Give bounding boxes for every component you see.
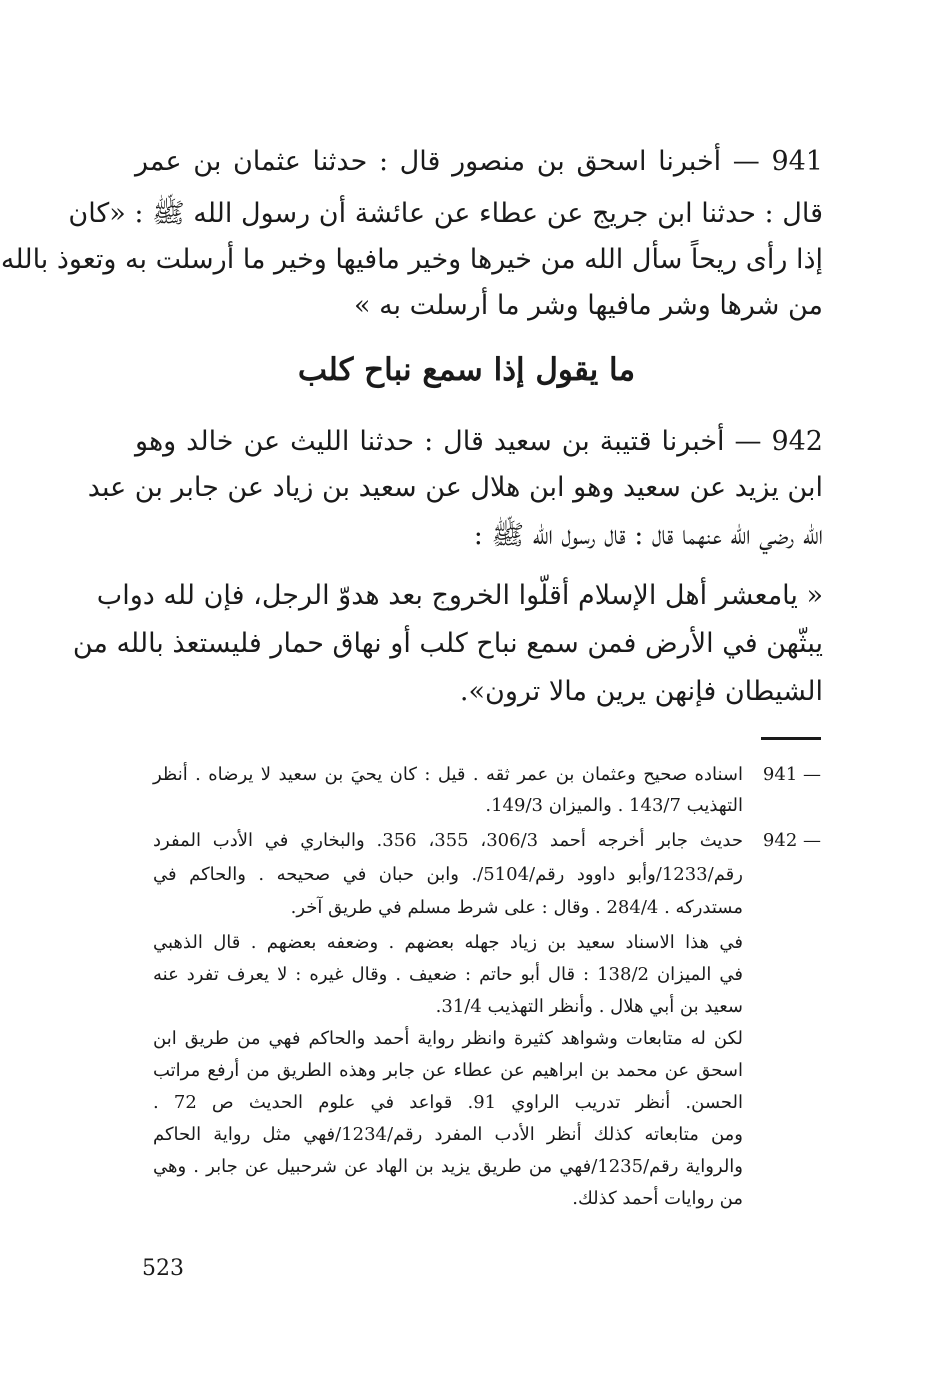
hadith-942-line-2: ابن يزيد عن سعيد وهو ابن هلال عن سعيد بن زياد عن جابر بن عبد [87,472,823,503]
hadith-942-quote-line-2: يبثّهن في الأرض فمن سمع نباح كلب أو نهاق حمار فليستعذ بالله من [72,628,823,659]
footnote-941-number: 941 — [762,764,821,785]
hadith-941-line-4: من شرها وشر مافيها وشر ما أرسلت به » [353,290,823,321]
hadith-941-line-1: 941 — أخبرنا اسحق بن منصور قال : حدثنا عثمان بن عمر [135,146,823,177]
footnote-942-number: 942 — [762,830,821,851]
page-number: 523 [142,1256,184,1281]
footnote-extra-line-2: اسحق عن محمد بن ابراهيم عن عطاء عن جابر وهذه الطريق من أرفع مراتب [153,1060,743,1081]
hadith-942-line-3: الله رضي الله عنهما قال : قال رسول الله ﷺ : [473,520,823,551]
hadith-942-line-1: 942 — أخبرنا قتيبة بن سعيد قال : حدثنا الليث عن خالد وهو [135,426,823,457]
section-heading: ما يقول إذا سمع نباح كلب [297,352,636,388]
footnote-941-line-1: اسناده صحيح وعثمان بن عمر ثقه . قيل : كان يحيَ بن سعيد لا يرضاه . أنظر [153,764,743,785]
footnote-note-line-1: في هذا الاسناد سعيد بن زياد جهله بعضهم . وضعفه بعضهم . قال الذهبي [153,932,743,953]
hadith-942-quote-line-3: الشيطان فإنهن يرين مالا ترون». [459,676,823,707]
hadith-941-line-2: قال : حدثنا ابن جريج عن عطاء عن عائشة أن رسول الله ﷺ : «كان [68,198,823,229]
footnote-note-line-3: سعيد بن أبي هلال . وأنظر التهذيب 31/4. [435,996,743,1017]
hadith-941-line-3: إذا رأى ريحاً سأل الله من خيرها وخير مافيها وخير ما أرسلت به وتعوذ بالله [0,244,823,275]
footnote-942-line-3: مستدركه . 284/4 . وقال : على شرط مسلم في طريق آخر. [290,897,743,918]
footnote-extra-line-4: ومن متابعاته كذلك أنظر الأدب المفرد رقم/1234/فهي مثل رواية الحاكم [153,1124,744,1145]
footnote-extra-line-3: الحسن. أنظر تدريب الراوي 91. قواعد في علوم الحديث ص 72 . [153,1092,744,1113]
footnote-extra-line-1: لكن له متابعات وشواهد كثيرة وانظر رواية أحمد والحاكم فهي من طريق ابن [153,1028,743,1049]
footnote-941-line-2: التهذيب 143/7 . والميزان 149/3. [485,795,743,816]
footnote-extra-line-5: والرواية رقم/1235/فهي من طريق يزيد بن الهاد عن شرحبيل عن جابر . وهي [153,1156,743,1177]
footnote-extra-line-6: من روايات أحمد كذلك. [572,1188,743,1209]
footnote-942-line-1: حديث جابر أخرجه أحمد 306/3، 355، 356. والبخاري في الأدب المفرد [153,830,743,851]
footnote-separator [761,737,821,740]
hadith-942-quote-line-1: « يامعشر أهل الإسلام أقلّوا الخروج بعد هدوّ الرجل، فإن لله دواب [96,580,823,611]
footnote-note-line-2: في الميزان 138/2 : قال أبو حاتم : ضعيف . وقال غيره : لا يعرف تفرد عنه [153,964,743,985]
footnote-942-line-2: رقم/1233/وأبو داوود رقم/5104/. وابن حبان في صحيحه . والحاكم في [153,864,743,885]
